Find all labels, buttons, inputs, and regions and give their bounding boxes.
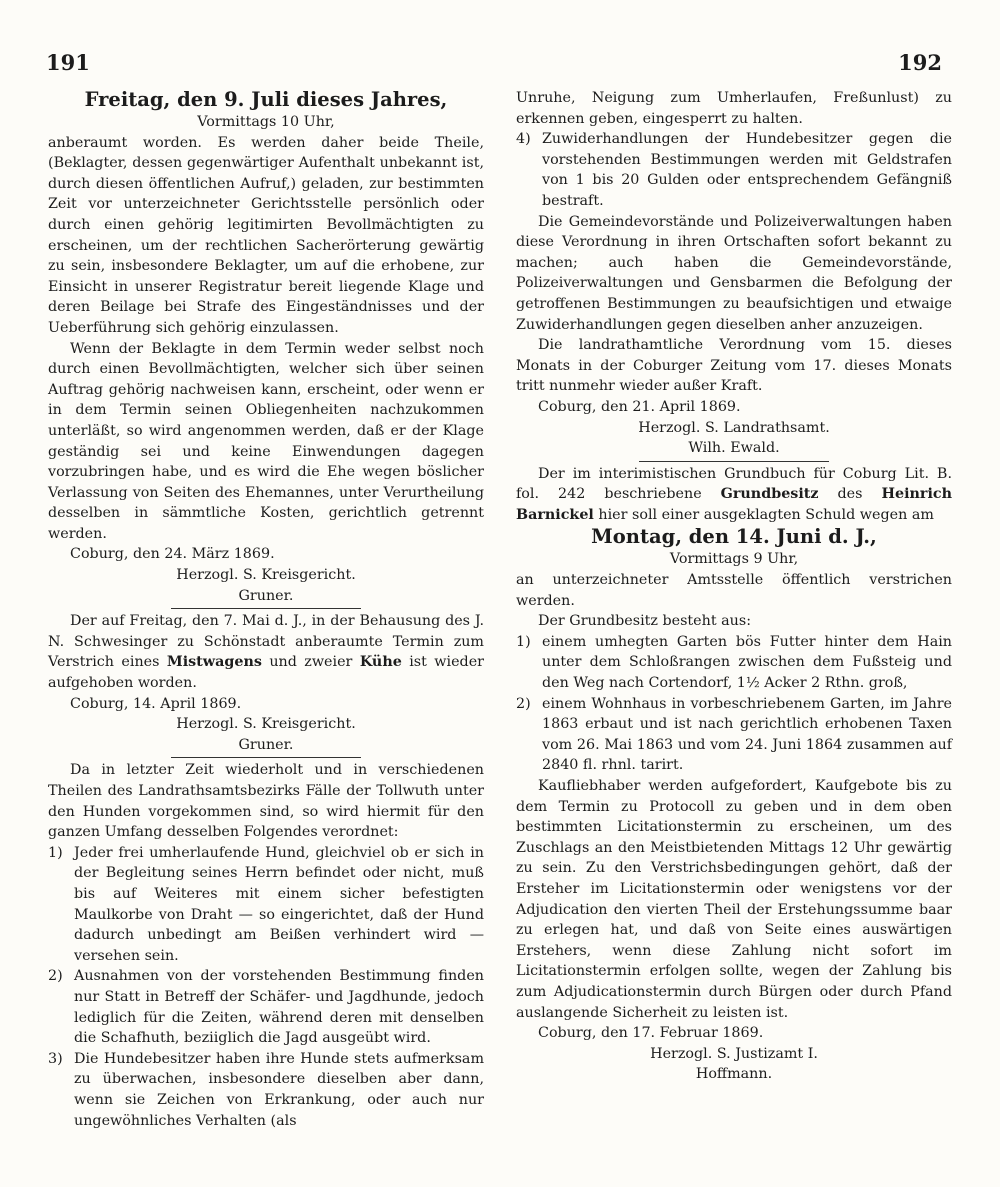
notice-2-mistwagens: Mistwagens bbox=[166, 654, 262, 671]
list-item-number: 2) bbox=[516, 695, 531, 712]
right-signature-2-name: Hoffmann. bbox=[695, 1066, 773, 1083]
page-number-right: 192 bbox=[898, 50, 942, 75]
page-number-left: 191 bbox=[46, 50, 90, 75]
notice-text-c: des bbox=[818, 486, 882, 503]
notice-2-kuehe: Kühe bbox=[359, 654, 402, 671]
list-item-text: einem umhegten Garten bös Futter hinter dem Hain unter dem Schloßrangen zwischen dem Fußsteig und den Weg nach Cortendorf, 1½ Acker 2 Rthn. groß, bbox=[542, 633, 952, 692]
right-para-4: Der Grundbesitz besteht aus: bbox=[538, 613, 752, 630]
right-signature-1: Herzogl. S. Landrathsamt. bbox=[638, 419, 830, 436]
separator-rule bbox=[639, 461, 829, 462]
left-signature-2: Herzogl. S. Kreisgericht. bbox=[176, 716, 356, 733]
notice-2-text-a: Der auf Freitag, den 7. Mai d. J., in der Behausung des J. N. Schwesinger zu Schönstadt anberaumte Termin zum Verstrich eines bbox=[48, 613, 484, 671]
right-para-2: Die landrathamtliche Verordnung vom 15. dieses Monats in der Coburger Zeitung vom 17. dieses Monats tritt nunmehr wieder außer Kraft. bbox=[516, 337, 952, 395]
left-para-2: Wenn der Beklagte in dem Termin weder selbst noch durch einen Bevollmächtigten, welcher sich über seinen Auftrag gehörig nachweisen kann, erscheint, oder wenn er in dem Termin seinen Obliegenheiten nachzukommen unterläßt, so wird angenommen werden, daß er der Klage geständig sei und keine Einwendungen dagegen vorzubringen habe, und es wird die Ehe wegen böslicher Verlassung von Seiten des Ehemannes, unter Verurtheilung desselben in sämmtliche Kosten, gerichtlich getrennt werden. bbox=[48, 340, 484, 542]
right-para-1: Die Gemeindevorstände und Polizeiverwaltungen haben diese Verordnung in ihren Ortschaften sofort bekannt zu machen; auch haben die Gemeindevorstände, Polizeiverwaltungen und Gensbarmen die Befolgung der getroffenen Bestimmungen zu beaufsichtigen und etwaige Zuwiderhandlungen gegen dieselben anher anzuzeigen. bbox=[516, 213, 952, 333]
right-signature-1-name: Wilh. Ewald. bbox=[688, 440, 780, 457]
list-item bbox=[516, 129, 952, 211]
left-heading: Freitag, den 9. Juli dieses Jahres, bbox=[84, 88, 448, 111]
right-heading: Montag, den 14. Juni d. J., bbox=[591, 525, 877, 549]
list-item-number: 1) bbox=[48, 844, 63, 861]
right-para-5: Kaufliebhaber werden aufgefordert, Kaufgebote bis zu dem Termin zu Protocoll zu geben und in dem oben bestimmten Licitationstermin zu erscheinen, um des Zuschlags an den Meistbietenden Mittags 12 Uhr gewärtig zu sein. Zu den Verstrichsbedingungen gehört, daß der Ersteher im Licitationstermin oder wenigstens vor der Adjudication den vierten Theil der Erstehungssumme baar zu erlegen hat, und daß von Seite eines auswärtigen Erstehers, wenn diese Zahlung nicht sofort im Licitationstermin erfolgen sollte, wegen der Zahlung bis zum Adjudicationstermin durch Bürgen oder durch Pfand auslangende Sicherheit zu leisten ist. bbox=[516, 778, 952, 1021]
notice-2-text-c: und zweier bbox=[261, 654, 360, 671]
list-item-text: Ausnahmen von der vorstehenden Bestimmung finden nur Statt in Betreff der Schäfer- und Jagdhunde, jedoch lediglich für die Zeiten, während deren mit denselben die Schafhuth, beziiglich die Jagd ausgeübt wird. bbox=[74, 968, 484, 1047]
list-item-text: Jeder frei umherlaufende Hund, gleichviel ob er sich in der Begleitung seines Herrn befindet oder nicht, muß bis auf Weiteres mit einem sicher befestigten Maulkorbe von Draht — so eingerichtet, daß der Hund dadurch unbedingt am Beißen verhindert wird — versehen sein. bbox=[74, 844, 484, 964]
list-item-text: Zuwiderhandlungen der Hundebesitzer gegen die vorstehenden Bestimmungen werden mit Geldstrafen von 1 bis 20 Gulden oder entsprechendem Gefängniß bestraft. bbox=[542, 131, 952, 209]
list-item bbox=[48, 843, 484, 967]
right-para-3: an unterzeichneter Amtsstelle öffentlich verstrichen werden. bbox=[516, 572, 952, 609]
left-date-1: Coburg, den 24. März 1869. bbox=[70, 546, 275, 563]
right-signature-2: Herzogl. S. Justizamt I. bbox=[650, 1045, 818, 1062]
right-time: Vormittags 9 Uhr, bbox=[669, 551, 799, 568]
left-date-2: Coburg, 14. April 1869. bbox=[70, 695, 242, 712]
left-para-3: Da in letzter Zeit wiederholt und in verschiedenen Theilen des Landrathsamtsbezirks Fälle der Tollwuth unter den Hunden vorgekommen sind, so wird hiermit für den ganzen Umfang desselben Folgendes verordnet: bbox=[48, 762, 484, 841]
left-signature-1: Herzogl. S. Kreisgericht. bbox=[176, 567, 356, 584]
list-item-text: einem Wohnhaus in vorbeschriebenem Garten, im Jahre 1863 erbaut und ist nach gerichtlich erhobenen Taxen vom 26. Mai 1863 und vom 24. Juni 1864 zusammen auf 2840 fl. rhnl. tarirt. bbox=[542, 695, 952, 774]
list-item bbox=[48, 1049, 484, 1131]
right-continuation: Unruhe, Neigung zum Umherlaufen, Freßunlust) zu erkennen geben, eingesperrt zu halten. bbox=[516, 90, 952, 127]
list-item-number: 3) bbox=[48, 1050, 63, 1067]
left-signature-2-name: Gruner. bbox=[238, 736, 294, 753]
list-item-number: 1) bbox=[516, 633, 531, 650]
list-item-number: 2) bbox=[48, 968, 63, 985]
list-item-text: Die Hundebesitzer haben ihre Hunde stets aufmerksam zu überwachen, insbesondere dieselben aber dann, wenn sie Zeichen von Erkrankung, oder auch nur ungewöhnliches Verhalten (als bbox=[74, 1050, 484, 1129]
right-date-1: Coburg, den 21. April 1869. bbox=[538, 398, 741, 415]
list-item bbox=[516, 632, 952, 694]
notice-text-e: hier soll einer ausgeklagten Schuld wegen am bbox=[593, 506, 934, 523]
right-date-2: Coburg, den 17. Februar 1869. bbox=[538, 1025, 764, 1042]
list-item bbox=[516, 694, 952, 776]
list-item-number: 4) bbox=[516, 131, 531, 148]
list-item bbox=[48, 966, 484, 1048]
left-column bbox=[48, 88, 484, 1131]
left-para-1: anberaumt worden. Es werden daher beide Theile, (Beklagter, dessen gegenwärtiger Aufenthalt unbekannt ist, durch diesen öffentlichen Aufruf,) geladen, zur bestimmten Zeit vor unterzeichneter Gerichtsstelle persönlich oder durch einen gehörig legitimirten Bevollmächtigten zu erscheinen, um der rechtlichen Sacherörterung gewärtig zu sein, insbesondere Beklagter, um auf die erhobene, zur Einsicht in unserer Registratur bereit liegende Klage und deren Beilage bei Strafe des Eingeständnisses und der Ueberführung sich gehörig einzulassen. bbox=[48, 134, 484, 336]
notice-2-text-e: ist wieder aufgehoben worden. bbox=[48, 654, 485, 692]
left-signature-1-name: Gruner. bbox=[238, 587, 294, 604]
notice-text-a: Der im interimistischen Grundbuch für Coburg Lit. B. fol. 242 beschriebene bbox=[516, 465, 952, 503]
notice-grundbesitz: Grundbesitz bbox=[720, 486, 819, 503]
right-notice bbox=[516, 464, 952, 526]
right-column bbox=[516, 88, 952, 1085]
left-time: Vormittags 10 Uhr, bbox=[197, 114, 335, 130]
notice-name: Heinrich Barnickel bbox=[516, 486, 952, 523]
left-notice-2 bbox=[48, 611, 484, 693]
separator-rule bbox=[171, 757, 361, 758]
separator-rule bbox=[171, 608, 361, 609]
